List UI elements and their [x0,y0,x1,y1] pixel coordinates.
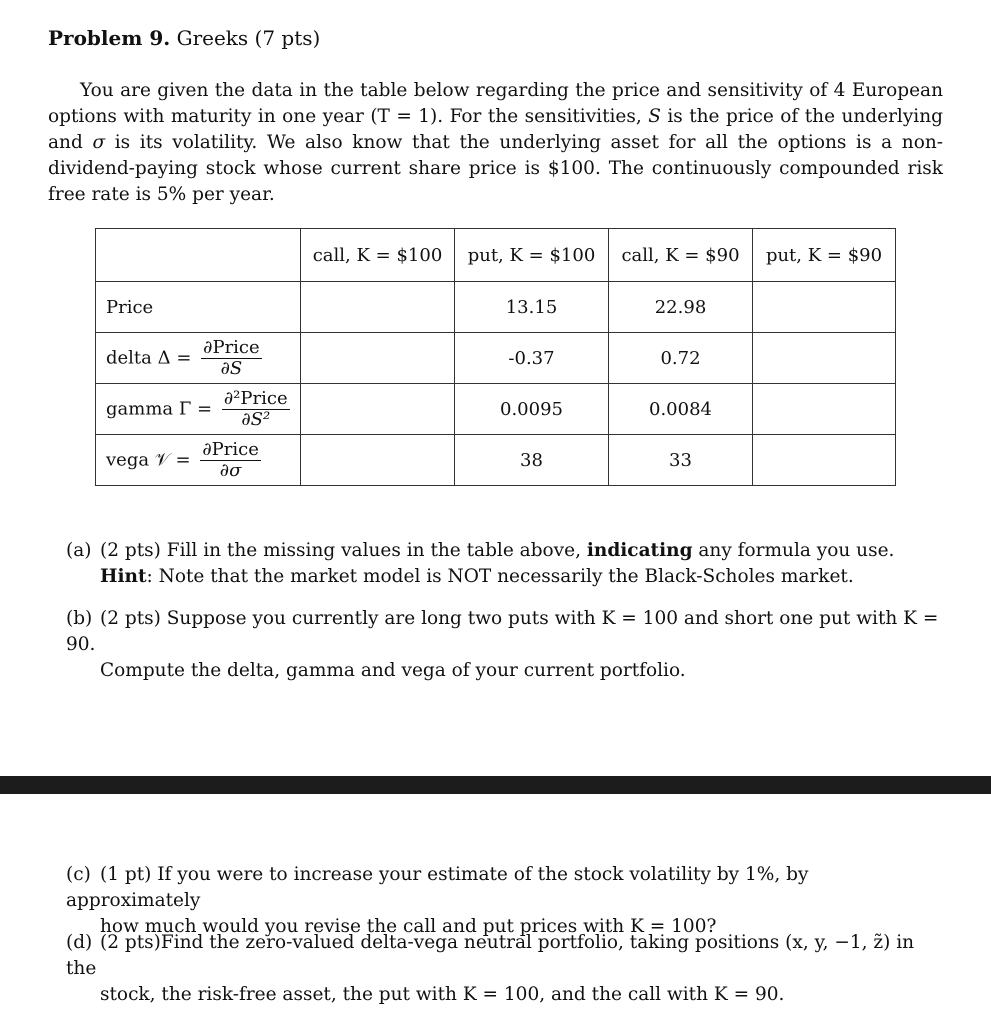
vega-fraction [200,440,261,481]
table-corner-cell [96,229,301,282]
cell-value: 38 [455,435,609,486]
gamma-fraction [222,389,290,430]
cell-value [301,282,455,333]
cell-value: 0.0084 [609,384,753,435]
question-a [66,538,946,590]
question-d-line-1: (2 pts)Find the zero-valued delta-vega neutral portfolio, taking positions (x, y, −1, z̃) in the [66,932,915,979]
intro-var-sigma: σ [92,132,106,153]
header-call-90: call, K = $90 [609,229,753,282]
cell-value [301,384,455,435]
header-put-90: put, K = $90 [753,229,896,282]
question-c-line-2: how much would you revise the call and put prices with K = 100? [100,916,717,937]
cell-value [301,435,455,486]
intro-text-3: is its volatility. We also know that the underlying asset for all the options is a non-dividend-paying stock whose current share price is $100. The continuously compounded risk free rate is 5% per year. [48,132,943,205]
hint-label: Hint [100,566,147,587]
intro-text-1: You are given the data in the table below regarding the price and sensitivity of 4 European options with maturity in one year (T = 1). For the sensitivities, [48,80,943,127]
question-a-text-2: any formula you use. [692,540,895,561]
fraction-denominator: ∂S [220,357,243,379]
table-row-vega [96,435,896,486]
problem-title [48,26,320,50]
cell-value: 0.0095 [455,384,609,435]
fraction-numerator: ∂²Price [223,387,288,409]
question-b [66,606,946,684]
table-row-delta [96,333,896,384]
question-a-label: (a) [66,540,92,561]
cell-value: 13.15 [455,282,609,333]
intro-text-2: is the price of the underlying and [48,106,943,153]
cell-value: -0.37 [455,333,609,384]
cell-value [753,282,896,333]
row-label-delta [96,333,301,384]
question-d [66,930,946,1008]
cell-value [753,384,896,435]
page-divider-bar [0,776,991,794]
table-row-gamma [96,384,896,435]
greeks-table [95,228,896,486]
question-b-line-2: Compute the delta, gamma and vega of your current portfolio. [100,660,686,681]
question-d-line-2: stock, the risk-free asset, the put with K = 100, and the call with K = 90. [100,984,785,1005]
delta-label: delta Δ = [106,347,192,368]
question-d-label: (d) [66,932,93,953]
header-call-100: call, K = $100 [301,229,455,282]
intro-var-s: S [648,106,661,127]
vega-label: vega 𝒱 = [106,449,191,470]
hint-text: : Note that the market model is NOT necessarily the Black-Scholes market. [146,566,854,587]
table-header-row [96,229,896,282]
cell-value [301,333,455,384]
question-c-label: (c) [66,864,91,885]
row-label-gamma [96,384,301,435]
intro-paragraph [48,78,943,208]
problem-heading: Problem 9. [48,26,171,50]
header-put-100: put, K = $100 [455,229,609,282]
problem-subtitle: Greeks (7 pts) [176,26,321,50]
cell-value [753,333,896,384]
row-label-vega [96,435,301,486]
question-a-text-1: (2 pts) Fill in the missing values in the table above, [100,540,587,561]
delta-fraction [201,338,262,379]
row-label-price: Price [96,282,301,333]
question-a-bold: indicating [586,540,693,561]
cell-value: 0.72 [609,333,753,384]
fraction-numerator: ∂Price [203,336,260,358]
fraction-denominator: ∂S² [241,408,271,430]
table-row-price [96,282,896,333]
question-c [66,862,946,940]
fraction-denominator: ∂σ [219,459,242,481]
question-b-label: (b) [66,608,93,629]
gamma-label: gamma Γ = [106,398,213,419]
cell-value [753,435,896,486]
cell-value: 22.98 [609,282,753,333]
question-c-line-1: (1 pt) If you were to increase your estimate of the stock volatility by 1%, by approximately [66,864,809,911]
fraction-numerator: ∂Price [202,438,259,460]
question-b-line-1: (2 pts) Suppose you currently are long two puts with K = 100 and short one put with K = 90. [66,608,939,655]
cell-value: 33 [609,435,753,486]
